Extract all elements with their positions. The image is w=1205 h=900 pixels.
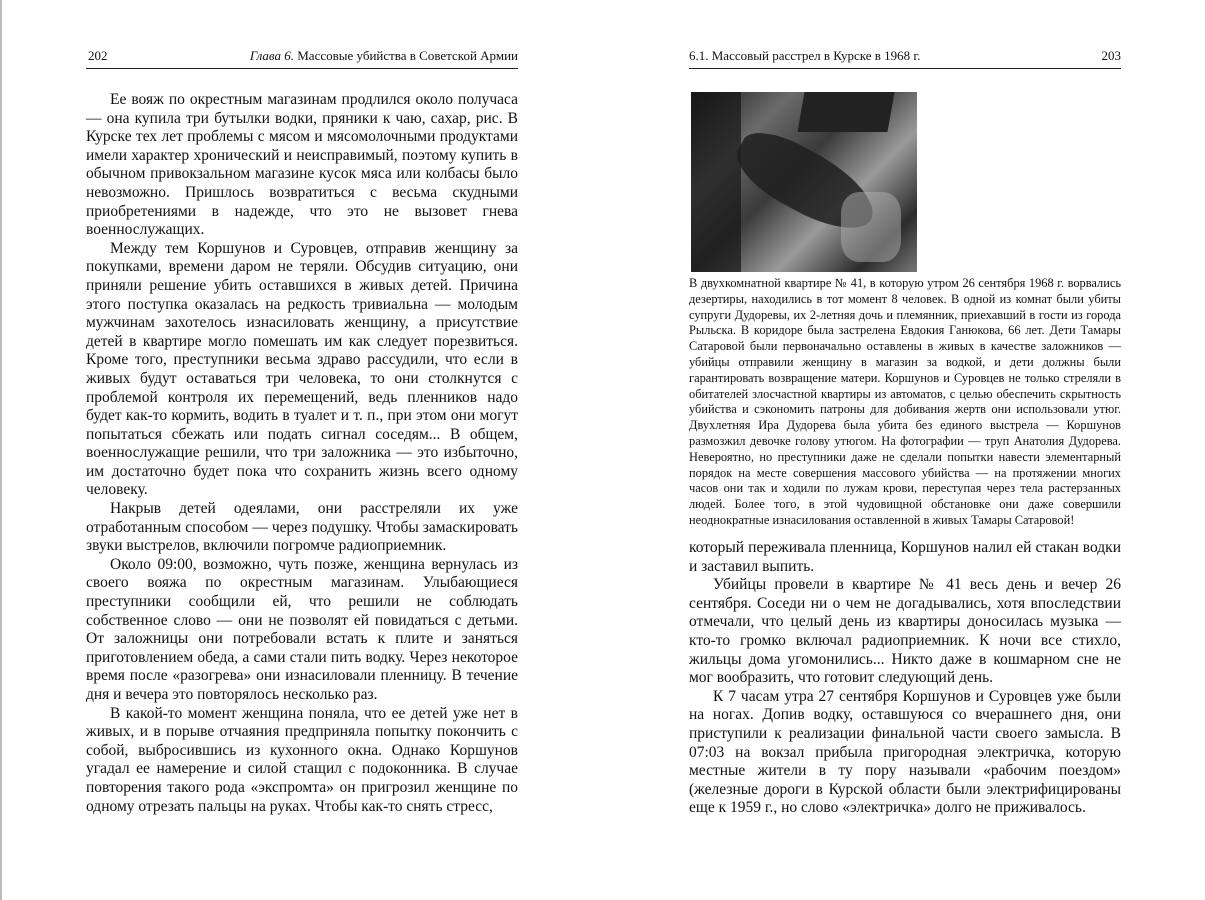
page-number: 202 (88, 48, 108, 63)
right-running-header (689, 46, 1121, 69)
left-running-header (86, 46, 518, 69)
paragraph: К 7 часам утра 27 сентября Коршунов и Суровцев уже были на ногах. Допив водку, оставшуюся со вчерашнего дня, они приступили к реализации финальной части своего замысла. В 07:03 на вокзал прибыла пригородная электричка, которую местные жители в ту пору называли «рабочим поездом» (железные дороги в Курской области были электрифицированы еще к 1959 г., но слово «электричка» долго не приживалось. (689, 687, 1121, 817)
paragraph-continuation: который переживала пленница, Коршунов налил ей стакан водки и заставил выпить. (689, 539, 1121, 575)
photo-caption (689, 276, 1121, 529)
crime-scene-photo (691, 92, 917, 272)
running-title (250, 46, 518, 66)
photo-shadow (691, 92, 741, 272)
right-body-text (689, 539, 1121, 818)
paragraph: Между тем Коршунов и Суровцев, отправив женщину за покупками, времени даром не теряли. Обсудив ситуацию, они приняли решение убить оставшихся в живых детей. Причина этого поступка оказалась на редкость тривиальна — молодым мужчинам захотелось изнасиловать женщину, а присутствие детей в квартире могло помешать им как следует порезвиться. Кроме того, преступники весьма здраво рассудили, что если в живых будут оставаться три человека, то они столкнутся с проблемой контроля их перемещений, ведь пленников надо будет как-то кормить, водить в туалет и т. п., при этом они могут попытаться сбежать или подать сигнал соседям... В общем, военнослужащие решили, что три заложника — это избыточно, им достаточно будет пока что сохранить жизнь всего одному человеку. (86, 239, 518, 499)
paragraph: Накрыв детей одеялами, они расстреляли их уже отработанным способом — через подушку. Чтобы замаскировать звуки выстрелов, включили погромче радиоприемник. (86, 500, 518, 555)
page-number: 203 (1101, 48, 1121, 63)
paragraph: Ее вояж по окрестным магазинам продлился около получаса — она купила три бутылки водки, пряники к чаю, сахар, рис. В Курске тех лет проблемы с мясом и мясомолочными продуктами имели характер хронический и неисправимый, поэтому купить в обычном привокзальном магазине кусок мяса или колбасы было невозможно. Пришлось возвратиться с весьма скудными приобретениями в надежде, что это не вызовет гнева военнослужащих. (86, 91, 518, 239)
photo-floor (841, 192, 901, 262)
running-title: 6.1. Массовый расстрел в Курске в 1968 г. (689, 48, 921, 63)
paragraph: Около 09:00, возможно, чуть позже, женщина вернулась из своего вояжа по окрестным магазинам. Улыбающиеся преступники сообщили ей, что решили не соблюдать собственное слово — они не позволят ей повидаться с детьми. От заложницы они потребовали встать к плите и заняться приготовлением обеда, а сами стали пить водку. Через некоторое время после «разогрева» они изнасиловали пленницу. В течение дня и вечера это повторялось несколько раз. (86, 555, 518, 703)
photo-furniture (797, 92, 894, 132)
viewer-left-border (0, 0, 2, 900)
chapter-title: Массовые убийства в Советской Армии (297, 48, 518, 63)
left-body-text (86, 91, 518, 816)
paragraph: Убийцы провели в квартире № 41 весь день и вечер 26 сентября. Соседи ни о чем не догадывались, хотя впоследствии отмечали, что целый день из квартиры доносилась музыка — кто-то громко включал радиоприемник. К ночи все стихло, жильцы дома угомонились... Никто даже в кошмарном сне не мог вообразить, что готовит следующий день. (689, 576, 1121, 687)
caption-text: В двухкомнатной квартире № 41, в которую утром 26 сентября 1968 г. ворвались дезертиры, находились в тот момент 8 человек. В одной из комнат были убиты супруги Дудоревы, их 2-летняя дочь и племянник, приехавший в гости из города Рыльска. В коридоре была застрелена Евдокия Ганюкова, 66 лет. Дети Тамары Сатаровой были первоначально оставлены в живых в качестве заложников — убийцы отправили женщину в магазин за водкой, и дети должны были гарантировать возвращение матери. Коршунов и Суровцев не только стреляли в обитателей злосчастной квартиры из автоматов, с целью обеспечить скрытность убийства и сэкономить патроны для добивания жертв они использовали утюг. Двухлетняя Ира Дудорева была убита без единого выстрела — Коршунов размозжил девочке голову утюгом. На фотографии — труп Анатолия Дудорева. Невероятно, но преступники даже не сделали попытки навести элементарный порядок на месте совершения массового убийства — на протяжении многих часов они так и ходили по лужам крови, переступая через тела растерзанных людей. Более того, в этой чудовищной обстановке они даже совершили неоднократные изнасилования оставленной в живых Тамары Сатаровой! (689, 276, 1121, 527)
paragraph: В какой-то момент женщина поняла, что ее детей уже нет в живых, и в порыве отчаяния предприняла попытку покончить с собой, выбросившись из кухонного окна. Однако Коршунов угадал ее намерение и силой стащил с подоконника. В случае повторения такого рода «экспромта» он пригрозил женщине по одному отрезать пальцы на руках. Чтобы как-то снять стресс, (86, 704, 518, 815)
chapter-label: Глава 6. (249, 48, 294, 63)
